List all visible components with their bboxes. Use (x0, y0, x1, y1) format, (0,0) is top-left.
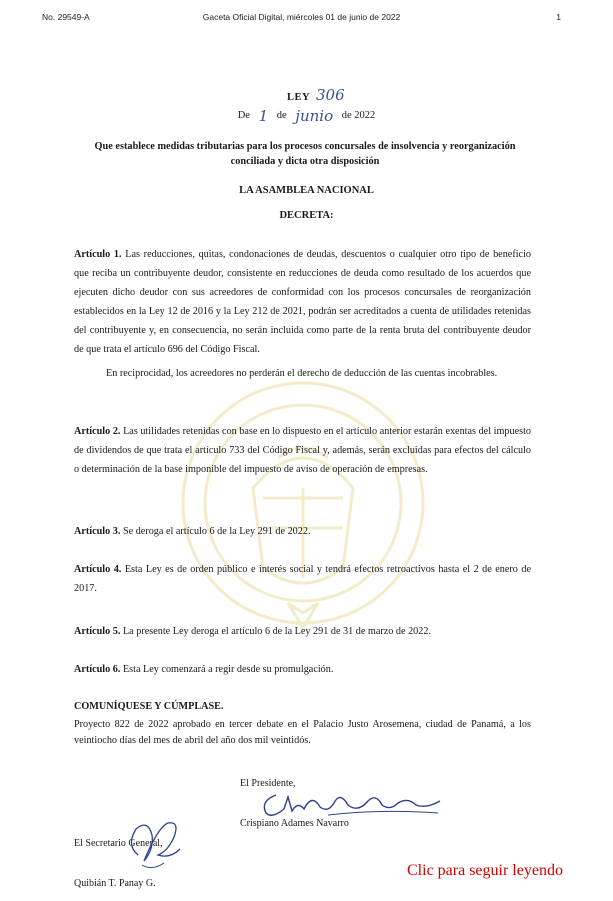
law-number-line (0, 86, 613, 104)
project-approval: Proyecto 822 de 2022 aprobado en tercer debate en el Palacio Justo Arosemena, ciudad de Panamá, a los veintiocho días del mes de abril del año dos mil veintidós. (74, 719, 531, 746)
president-name: Crispiano Adames Navarro (240, 818, 349, 829)
article-text: Esta Ley es de orden público e interés social y tendrá efectos retroactivos hasta el 2 de enero de 2017. (74, 564, 531, 595)
gazette-number: No. 29549-A (42, 12, 90, 22)
article-text: Esta Ley comenzará a regir desde su promulgación. (120, 664, 334, 675)
article-3 (74, 522, 531, 541)
law-date-line (0, 104, 613, 125)
article-2 (74, 422, 531, 479)
secretary-label: El Secretario General, (74, 838, 163, 849)
date-year: de 2022 (341, 110, 376, 121)
article-6 (74, 660, 531, 679)
date-prefix: De (237, 110, 250, 121)
president-signature (258, 783, 448, 823)
gazette-header (42, 12, 561, 26)
law-label: LEY (286, 92, 311, 103)
secretary-signature (118, 815, 188, 877)
article-heading: Artículo 6. (74, 664, 121, 675)
article-heading: Artículo 3. (74, 526, 121, 537)
month-handwritten: junio (295, 107, 334, 125)
article-text: Las utilidades retenidas con base en lo dispuesto en el artículo anterior estarán exentas del impuesto de dividendos de que trata el artículo 733 del Código Fiscal y, además, serán excluidas para efectos del cálculo o determinación de la base imponible del impuesto de aviso de operación de empresas. (74, 426, 531, 476)
article-heading: Artículo 4. (74, 564, 122, 575)
article-heading: Artículo 2. (74, 426, 121, 437)
article-text: En reciprocidad, los acreedores no perderán el derecho de deducción de las cuentas incobrables. (106, 368, 498, 379)
article-text: Las reducciones, quitas, condonaciones de deudas, descuentos o cualquier otro tipo de beneficio que reciba un contribuyente deudor, consistente en reducciones de deuda como resultado de los acuerdos que ejecuten dicho deudor con sus acreedores de conformidad con los procesos concursales de reorganización establecidos en la Ley 12 de 2016 y la Ley 212 de 2021, podrán ser acreditados a cuenta de utilidades retenidas del contribuyente y, en consecuencia, no serán incluida como parte de la renta bruta del contribuyente deudor de que trata el artículo 696 del Código Fiscal. (74, 249, 531, 356)
article-heading: Artículo 1. (74, 249, 122, 260)
secretary-name: Quibián T. Panay G. (74, 878, 156, 889)
continue-reading-link[interactable]: Clic para seguir leyendo (407, 862, 563, 879)
article-5 (74, 622, 531, 641)
president-label: El Presidente, (240, 778, 296, 789)
law-number-handwritten: 306 (316, 86, 345, 104)
article-heading: Artículo 5. (74, 626, 121, 637)
date-de: de (276, 110, 287, 121)
day-handwritten: 1 (258, 107, 269, 125)
article-text: La presente Ley deroga el artículo 6 de la Ley 291 de 31 de marzo de 2022. (120, 626, 432, 637)
gazette-title: Gaceta Oficial Digital, miércoles 01 de junio de 2022 (202, 12, 401, 22)
page-number: 1 (556, 12, 561, 22)
article-4 (74, 560, 531, 598)
closing-formula: COMUNÍQUESE Y CÚMPLASE. (74, 701, 224, 712)
article-text: Se deroga el artículo 6 de la Ley 291 de 2022. (120, 526, 311, 537)
article-1-paragraph-2 (74, 364, 531, 383)
law-title: Que establece medidas tributarias para los procesos concursales de insolvencia y reorganización conciliada y dicta otra disposición (94, 141, 516, 167)
article-1 (74, 245, 531, 360)
assembly-name: LA ASAMBLEA NACIONAL (239, 185, 374, 196)
decreta-heading: DECRETA: (279, 210, 334, 221)
